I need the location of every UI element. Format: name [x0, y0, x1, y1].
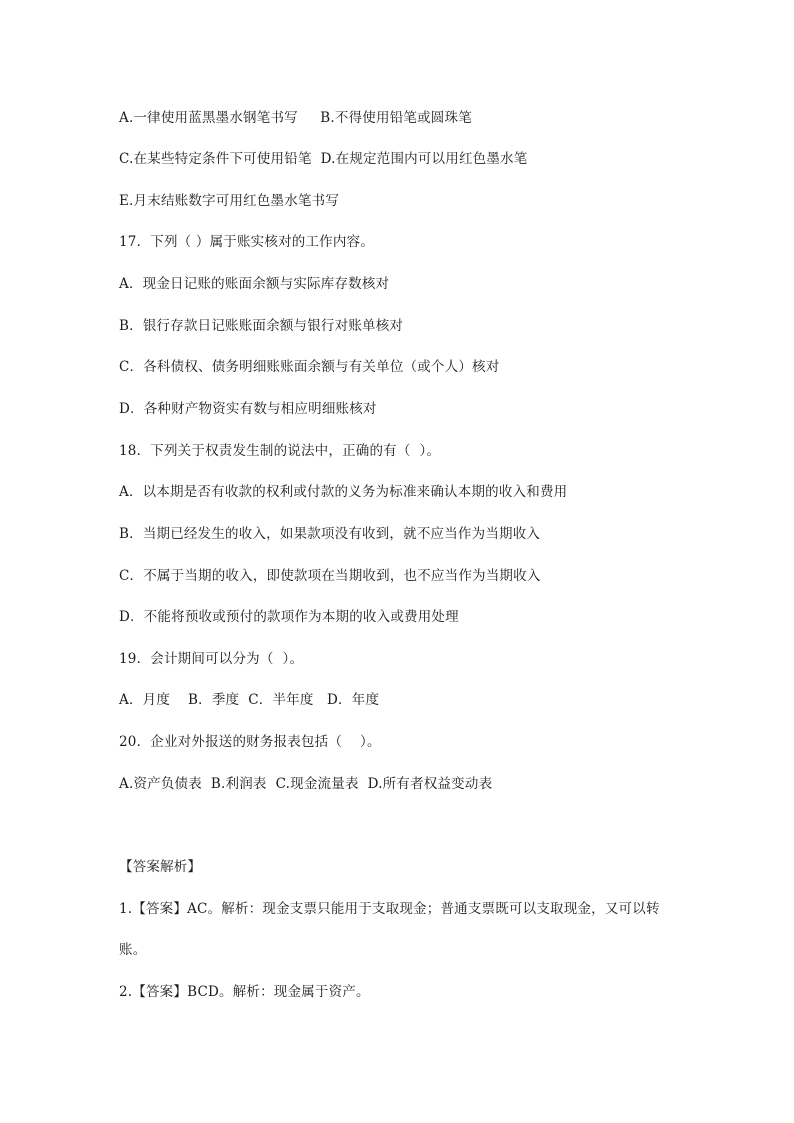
q17-stem: 17．下列（ ）属于账实核对的工作内容。 [119, 234, 374, 250]
answer-1-line2: 账。 [119, 942, 147, 958]
q16-options-line2: C.在某些特定条件下可使用铅笔 D.在规定范围内可以用红色墨水笔 [119, 151, 528, 167]
answer-2: 2.【答案】BCD。解析：现金属于资产。 [119, 984, 370, 1000]
q17-option-a: A．现金日记账的账面余额与实际库存数核对 [119, 276, 390, 292]
q18-option-d: D．不能将预收或预付的款项作为本期的收入或费用处理 [119, 609, 459, 625]
q18-option-b: B．当期已经发生的收入，如果款项没有收到，就不应当作为当期收入 [119, 526, 541, 542]
q18-option-a: A．以本期是否有收款的权利或付款的义务为标准来确认本期的收入和费用 [119, 484, 568, 500]
answer-1-line1: 1.【答案】AC。解析：现金支票只能用于支取现金；普通支票既可以支取现金，又可以转 [119, 901, 660, 917]
answers-heading: 【答案解析】 [119, 859, 202, 875]
q19-options: A．月度 B．季度 C．半年度 D．年度 [119, 692, 380, 708]
q18-stem: 18．下列关于权责发生制的说法中，正确的有（ ）。 [119, 443, 441, 459]
q16-options-line1: A.一律使用蓝黑墨水钢笔书写 B.不得使用铅笔或圆珠笔 [119, 110, 472, 126]
q17-option-d: D．各种财产物资实有数与相应明细账核对 [119, 401, 377, 417]
q16-options-line3: E.月末结账数字可用红色墨水笔书写 [119, 193, 340, 209]
q19-stem: 19．会计期间可以分为（ ）。 [119, 651, 304, 667]
q20-options: A.资产负债表 B.利润表 C.现金流量表 D.所有者权益变动表 [119, 776, 493, 792]
q17-option-c: C．各科债权、债务明细账账面余额与有关单位（或个人）核对 [119, 359, 500, 375]
q17-option-b: B．银行存款日记账账面余额与银行对账单核对 [119, 318, 404, 334]
q18-option-c: C．不属于当期的收入，即使款项在当期收到，也不应当作为当期收入 [119, 568, 541, 584]
q20-stem: 20．企业对外报送的财务报表包括（ ）。 [119, 734, 381, 750]
